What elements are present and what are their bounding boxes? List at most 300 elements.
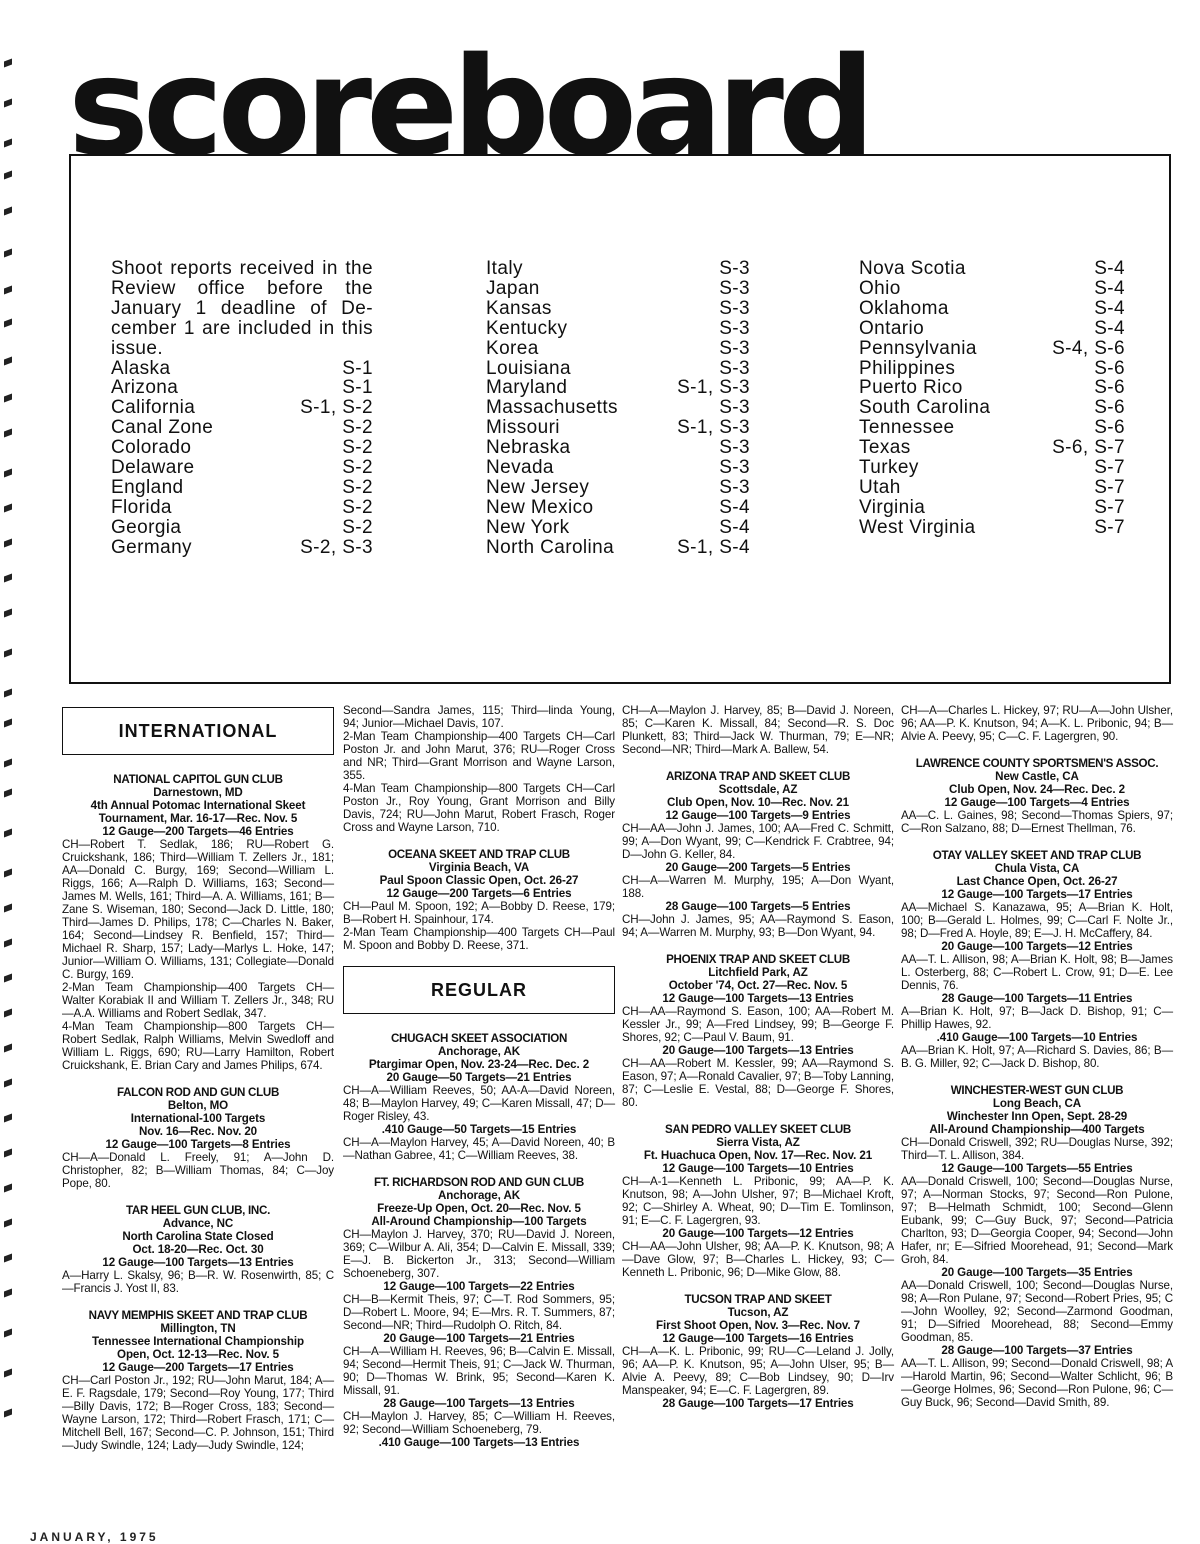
binding-edge-mark bbox=[4, 939, 12, 948]
binding-edge-mark bbox=[4, 1079, 12, 1088]
index-page-ref: S-3 bbox=[719, 437, 750, 459]
index-state-name: Oklahoma bbox=[859, 297, 949, 319]
index-row bbox=[111, 458, 373, 478]
shoot-report bbox=[343, 1032, 615, 1162]
club-name: OTAY VALLEY SKEET AND TRAP CLUB bbox=[932, 849, 1142, 862]
results-paragraph: A—Brian K. Holt, 97; B—Jack D. Bishop, 91; C—Phillip Hawes, 92. bbox=[901, 1005, 1173, 1031]
report-header-line: Oct. 18-20—Rec. Oct. 30 bbox=[132, 1243, 264, 1256]
index-page-ref: S-7 bbox=[1094, 516, 1125, 538]
club-name: FT. RICHARDSON ROD AND GUN CLUB bbox=[374, 1176, 584, 1189]
index-page-ref: S-1, S-3 bbox=[677, 417, 750, 439]
results-paragraph: AA—Michael S. Kanazawa, 95; A—Brian K. Holt, 100; B—Gerald L. Holmes, 99; C—Carl F. Nolte Jr., 98; D—Fred A. Hoyle, 89; E—J. H. McCaffery, 84. bbox=[901, 901, 1173, 940]
index-state-name: Colorado bbox=[111, 437, 192, 459]
index-page-ref: S-7 bbox=[1094, 476, 1125, 498]
index-row bbox=[111, 478, 373, 498]
results-column-4 bbox=[901, 704, 1173, 1423]
results-paragraph: CH—A—William Reeves, 50; AA-A—David Noreen, 48; B—Maylon Harvey, 49; C—Karen Missall, 47; D—Roger Risley, 43. bbox=[343, 1084, 615, 1123]
club-name: ARIZONA TRAP AND SKEET CLUB bbox=[665, 770, 851, 783]
index-row bbox=[111, 438, 373, 458]
event-subheading: 20 Gauge—200 Targets—5 Entries bbox=[665, 861, 851, 874]
index-page-ref: S-3 bbox=[719, 337, 750, 359]
binding-edge-mark bbox=[4, 904, 12, 913]
shoot-report bbox=[62, 1309, 334, 1452]
report-header-line: North Carolina State Closed bbox=[122, 1230, 274, 1243]
index-row bbox=[111, 498, 373, 518]
index-state-name: Turkey bbox=[859, 457, 919, 479]
results-paragraph: Second—Sandra James, 115; Third—linda Young, 94; Junior—Michael Davis, 107. bbox=[343, 704, 615, 730]
binding-edge-mark bbox=[4, 1409, 12, 1418]
results-column-1 bbox=[62, 704, 334, 1466]
binding-edge-mark bbox=[4, 1184, 12, 1193]
report-header-line: 12 Gauge—100 Targets—9 Entries bbox=[665, 809, 851, 822]
report-header-line: Club Open, Nov. 10—Rec. Nov. 21 bbox=[666, 796, 849, 809]
index-state-name: North Carolina bbox=[486, 536, 615, 558]
event-subheading: 28 Gauge—100 Targets—17 Entries bbox=[662, 1397, 854, 1410]
index-page-ref: S-1, S-3 bbox=[677, 377, 750, 399]
index-page-ref: S-6 bbox=[1094, 357, 1125, 379]
report-header-line: Advance, NC bbox=[162, 1217, 234, 1230]
binding-edge-mark bbox=[4, 357, 12, 366]
index-page-ref: S-3 bbox=[719, 357, 750, 379]
index-state-name: Germany bbox=[111, 536, 192, 558]
results-paragraph: AA—T. L. Allison, 98; A—Brian K. Holt, 98; B—James L. Osterberg, 88; C—Robert L. Crow, 91; D—E. Lee Dennis, 76. bbox=[901, 953, 1173, 992]
index-row bbox=[859, 359, 1125, 379]
index-page-ref: S-6 bbox=[1094, 377, 1125, 399]
index-intro-line: January 1 deadline of De- bbox=[111, 297, 373, 319]
index-row bbox=[486, 538, 750, 558]
index-row bbox=[486, 438, 750, 458]
binding-edge-mark bbox=[4, 649, 12, 658]
index-row bbox=[486, 478, 750, 498]
results-paragraph: AA—T. L. Allison, 99; Second—Donald Criswell, 98; A—Harold Martin, 96; Second—Walter Schlicht, 96; B—George Holmes, 96; Second—Ron Pulone, 96; C—Guy Buck, 96; Second—David Smith, 89. bbox=[901, 1357, 1173, 1409]
results-paragraph: AA—Donald Criswell, 100; Second—Douglas Nurse, 98; A—Ron Pulane, 97; Second—Robert Pries, 95; C—John Woolley, 92; Second—Zarmond Goodman, 91; D—Sifried Moorehead, 88; Second—Emmy Goodman, 85. bbox=[901, 1279, 1173, 1344]
club-name: WINCHESTER-WEST GUN CLUB bbox=[950, 1084, 1124, 1097]
results-paragraph: CH—A—Maylon Harvey, 45; A—David Noreen, 40; B—Nathan Gabree, 41; C—William Reeves, 38. bbox=[343, 1136, 615, 1162]
shoot-report bbox=[62, 1204, 334, 1295]
index-page-ref: S-4 bbox=[1094, 277, 1125, 299]
shoot-report bbox=[343, 704, 615, 834]
index-state-name: Virginia bbox=[859, 496, 926, 518]
report-header-line: 12 Gauge—100 Targets—13 Entries bbox=[662, 992, 854, 1005]
binding-edge-mark bbox=[4, 286, 12, 295]
event-subheading: 28 Gauge—100 Targets—11 Entries bbox=[941, 992, 1133, 1005]
shoot-report bbox=[343, 1176, 615, 1449]
shoot-report bbox=[62, 1086, 334, 1190]
index-row bbox=[111, 378, 373, 398]
index-page-ref: S-1 bbox=[342, 357, 373, 379]
binding-edge-mark bbox=[4, 1289, 12, 1298]
index-page-ref: S-3 bbox=[719, 457, 750, 479]
index-page-ref: S-3 bbox=[719, 258, 750, 279]
index-page-ref: S-2, S-3 bbox=[300, 536, 373, 558]
results-column-3 bbox=[622, 704, 894, 1424]
report-header-line: 12 Gauge—200 Targets—46 Entries bbox=[102, 825, 294, 838]
index-page-ref: S-3 bbox=[719, 277, 750, 299]
club-name: SAN PEDRO VALLEY SKEET CLUB bbox=[664, 1123, 851, 1136]
index-page-ref: S-4 bbox=[1094, 258, 1125, 279]
index-page-ref: S-3 bbox=[719, 476, 750, 498]
binding-edge-mark bbox=[4, 869, 12, 878]
index-page-ref: S-7 bbox=[1094, 496, 1125, 518]
index-row bbox=[486, 319, 750, 339]
binding-edge-mark bbox=[4, 207, 12, 216]
results-paragraph: CH—A—Charles L. Hickey, 97; RU—A—John Ulsher, 96; AA—P. K. Knutson, 94; A—K. L. Pribonic, 94; B—Alvie A. Peevy, 95; C—C. F. Lagergren, 90. bbox=[901, 704, 1173, 743]
index-state-name: New York bbox=[486, 516, 570, 538]
index-row bbox=[859, 279, 1125, 299]
club-name: TUCSON TRAP AND SKEET bbox=[684, 1293, 832, 1306]
index-state-name: Puerto Rico bbox=[859, 377, 963, 399]
index-row bbox=[486, 279, 750, 299]
report-header-line: 4th Annual Potomac International Skeet bbox=[90, 799, 306, 812]
binding-edge-mark bbox=[4, 319, 12, 328]
index-page-ref: S-4 bbox=[719, 496, 750, 518]
index-row bbox=[486, 378, 750, 398]
binding-edge-mark bbox=[4, 759, 12, 768]
index-row bbox=[486, 339, 750, 359]
index-row bbox=[859, 478, 1125, 498]
report-header-line: All-Around Championship—100 Targets bbox=[371, 1215, 587, 1228]
index-row bbox=[486, 518, 750, 538]
report-header-line: First Shoot Open, Nov. 3—Rec. Nov. 7 bbox=[655, 1319, 861, 1332]
results-paragraph: CH—AA—John Ulsher, 98; AA—P. K. Knutson, 98; A—Dave Glow, 97; B—Charles L. Hickey, 93; C—Kenneth L. Pribonic, 96; D—Mike Glow, 88. bbox=[622, 1240, 894, 1279]
index-row bbox=[859, 518, 1125, 538]
index-row bbox=[859, 458, 1125, 478]
results-paragraph: CH—AA—Raymond S. Eason, 100; AA—Robert M. Kessler Jr., 99; A—Fred Lindsey, 99; B—George F. Shores, 92; C—Paul V. Baum, 91. bbox=[622, 1005, 894, 1044]
index-row bbox=[859, 259, 1125, 279]
index-state-name: Massachusetts bbox=[486, 397, 618, 419]
club-name: NATIONAL CAPITOL GUN CLUB bbox=[113, 773, 283, 786]
index-page-ref: S-7 bbox=[1094, 457, 1125, 479]
report-header-line: Belton, MO bbox=[167, 1099, 229, 1112]
results-paragraph: CH—Maylon J. Harvey, 370; RU—David J. Noreen, 369; C—Wilbur A. Ali, 354; D—Calvin E. Missall, 339; E—J. B. Bickerton Jr., 313; Second—William Schoeneberg, 307. bbox=[343, 1228, 615, 1280]
report-header-line: Ptargimar Open, Nov. 23-24—Rec. Dec. 2 bbox=[368, 1058, 590, 1071]
index-state-name: Pennsylvania bbox=[859, 337, 977, 359]
binding-edge-mark bbox=[4, 1219, 12, 1228]
index-page-ref: S-6, S-7 bbox=[1052, 437, 1125, 459]
index-state-name: Ohio bbox=[859, 277, 901, 299]
report-header-line: Virginia Beach, VA bbox=[428, 861, 530, 874]
results-paragraph: 2-Man Team Championship—400 Targets CH—Walter Korabiak II and William T. Zellers Jr., 348; RU—A.A. Williams and Robert Sedlak, 347. bbox=[62, 981, 334, 1020]
report-header-line: 12 Gauge—100 Targets—4 Entries bbox=[944, 796, 1130, 809]
index-row bbox=[111, 518, 373, 538]
index-row bbox=[486, 299, 750, 319]
report-header-line: 12 Gauge—100 Targets—17 Entries bbox=[941, 888, 1133, 901]
binding-edge-mark bbox=[4, 139, 12, 148]
report-header-line: International-100 Targets bbox=[130, 1112, 266, 1125]
index-page-ref: S-1, S-2 bbox=[300, 397, 373, 419]
event-subheading: .410 Gauge—100 Targets—13 Entries bbox=[378, 1436, 580, 1449]
event-subheading: .410 Gauge—50 Targets—15 Entries bbox=[381, 1123, 577, 1136]
state-index-box bbox=[69, 154, 1171, 684]
event-subheading: 12 Gauge—100 Targets—55 Entries bbox=[941, 1162, 1133, 1175]
report-header-line: Freeze-Up Open, Oct. 20—Rec. Nov. 5 bbox=[377, 1202, 581, 1215]
index-state-name: Delaware bbox=[111, 457, 195, 479]
index-row bbox=[111, 359, 373, 379]
results-paragraph: AA—C. L. Gaines, 98; Second—Thomas Spiers, 97; C—Ron Salzano, 88; D—Ernest Thellman, 76. bbox=[901, 809, 1173, 835]
shoot-report bbox=[622, 953, 894, 1109]
index-intro bbox=[111, 259, 373, 359]
club-name: OCEANA SKEET AND TRAP CLUB bbox=[388, 848, 570, 861]
binding-edge-mark bbox=[4, 171, 12, 180]
index-page-ref: S-1, S-4 bbox=[677, 536, 750, 558]
index-page-ref: S-4 bbox=[719, 516, 750, 538]
index-state-name: Kentucky bbox=[486, 317, 568, 339]
club-name: FALCON ROD AND GUN CLUB bbox=[116, 1086, 280, 1099]
index-row bbox=[859, 339, 1125, 359]
index-state-name: Alaska bbox=[111, 357, 171, 379]
index-state-name: Canal Zone bbox=[111, 417, 214, 439]
results-paragraph: CH—A—William H. Reeves, 96; B—Calvin E. Missall, 94; Second—Hermit Theis, 91; C—Jack W. Thurman, 90; D—Thomas W. Brink, 95; Second—Karen K. Missall, 91. bbox=[343, 1345, 615, 1397]
index-row bbox=[486, 498, 750, 518]
event-subheading: 20 Gauge—100 Targets—12 Entries bbox=[941, 940, 1133, 953]
report-header-line: Ft. Huachuca Open, Nov. 17—Rec. Nov. 21 bbox=[643, 1149, 873, 1162]
club-name: NAVY MEMPHIS SKEET AND TRAP CLUB bbox=[88, 1309, 308, 1322]
report-header-line: Chula Vista, CA bbox=[994, 862, 1080, 875]
index-state-name: Nebraska bbox=[486, 437, 571, 459]
event-subheading: 20 Gauge—100 Targets—35 Entries bbox=[941, 1266, 1133, 1279]
report-header-line: Tournament, Mar. 16-17—Rec. Nov. 5 bbox=[98, 812, 298, 825]
results-paragraph: 4-Man Team Championship—800 Targets CH—Robert Sedlak, Ralph Williams, Melvin Swedloff and William L. Riggs, 690; RU—Larry Hamilton, Robert Cruickshank, E. Brian Cary and James Philips, 674. bbox=[62, 1020, 334, 1072]
index-state-name: Louisiana bbox=[486, 357, 571, 379]
club-name: TAR HEEL GUN CLUB, INC. bbox=[125, 1204, 271, 1217]
report-header-line: Millington, TN bbox=[160, 1322, 236, 1335]
results-paragraph: 4-Man Team Championship—800 Targets CH—Carl Poston Jr., Roy Young, Grant Morrison and Billy Davis, 724; RU—John Marut, Robert Frasch, Roger Cross and Wayne Larson, 710. bbox=[343, 782, 615, 834]
results-paragraph: 2-Man Team Championship—400 Targets CH—Carl Poston Jr. and John Marut, 376; RU—Roger Cross and NR; Third—Grant Morrison and Wayne Larson, 355. bbox=[343, 730, 615, 782]
results-column-2 bbox=[343, 704, 615, 1463]
event-subheading: 12 Gauge—100 Targets—22 Entries bbox=[383, 1280, 575, 1293]
index-page-ref: S-2 bbox=[342, 457, 373, 479]
binding-edge-mark bbox=[4, 1369, 12, 1378]
index-state-name: Missouri bbox=[486, 417, 560, 439]
results-paragraph: CH—Donald Criswell, 392; RU—Douglas Nurse, 392; Third—T. L. Allison, 384. bbox=[901, 1136, 1173, 1162]
report-header-line: 20 Gauge—50 Targets—21 Entries bbox=[386, 1071, 572, 1084]
index-state-name: Korea bbox=[486, 337, 539, 359]
binding-edge-mark bbox=[4, 609, 12, 618]
results-paragraph: CH—A—Warren M. Murphy, 195; A—Don Wyant, 188. bbox=[622, 874, 894, 900]
index-page-ref: S-2 bbox=[342, 417, 373, 439]
report-header-line: New Castle, CA bbox=[995, 770, 1079, 783]
shoot-report bbox=[622, 1293, 894, 1410]
results-paragraph: CH—A—Donald L. Freely, 91; A—John D. Christopher, 82; B—William Thomas, 84; C—Joy Pope, 80. bbox=[62, 1151, 334, 1190]
index-page-ref: S-2 bbox=[342, 516, 373, 538]
index-row bbox=[859, 398, 1125, 418]
binding-edge-mark bbox=[4, 574, 12, 583]
index-row bbox=[486, 259, 750, 279]
report-header-line: 12 Gauge—100 Targets—13 Entries bbox=[102, 1256, 294, 1269]
index-row bbox=[859, 418, 1125, 438]
club-name: CHUGACH SKEET ASSOCIATION bbox=[390, 1032, 568, 1045]
index-row bbox=[859, 299, 1125, 319]
index-state-name: Nevada bbox=[486, 457, 554, 479]
report-header-line: 12 Gauge—200 Targets—17 Entries bbox=[102, 1361, 294, 1374]
report-header-line: 12 Gauge—100 Targets—16 Entries bbox=[662, 1332, 854, 1345]
results-paragraph: CH—John J. James, 95; AA—Raymond S. Eason, 94; A—Warren M. Murphy, 93; B—Don Wyant, 94. bbox=[622, 913, 894, 939]
report-header-line: Anchorage, AK bbox=[437, 1045, 520, 1058]
index-page-ref: S-4, S-6 bbox=[1052, 337, 1125, 359]
index-page-ref: S-4 bbox=[1094, 317, 1125, 339]
index-page-ref: S-3 bbox=[719, 397, 750, 419]
report-header-line: October '74, Oct. 27—Rec. Nov. 5 bbox=[668, 979, 848, 992]
club-name: PHOENIX TRAP AND SKEET CLUB bbox=[666, 953, 850, 966]
report-header-line: 12 Gauge—100 Targets—10 Entries bbox=[662, 1162, 854, 1175]
binding-edge-mark bbox=[4, 1009, 12, 1018]
results-paragraph: CH—Carl Poston Jr., 192; RU—John Marut, 184; A—E. F. Ragsdale, 179; Second—Roy Young, 177; Third—Billy Davis, 172; B—Roger Cross, 183; Second—Wayne Larson, 172; Third—Robert Frasch, 171; C—Mitchell Bell, 167; Second—C. P. Johnson, 151; Third—Judy Swindle, 124; Lady—Judy Swindle, 124; bbox=[62, 1374, 334, 1452]
binding-edge-mark bbox=[4, 59, 12, 68]
results-paragraph: CH—Robert T. Sedlak, 186; RU—Robert G. Cruickshank, 186; Third—William T. Zellers Jr., 181; AA—Donald C. Burgy, 169; Second—William L. Riggs, 166; A—Ralph D. Williams, 163; Second—James M. Wells, 161; Third—A. A. Williams, 161; B—Zane S. Wiseman, 180; Second—Jack D. Little, 180; Third—James D. Philips, 178; C—Charles N. Baker, 164; Second—Lindsey R. Benfield, 157; Third—Michael R. Sharp, 157; Lady—Marlys L. Hoke, 147; Junior—William O. Williams, 131; Collegiate—Donald C. Burgy, 169. bbox=[62, 838, 334, 981]
index-row bbox=[486, 359, 750, 379]
event-subheading: 20 Gauge—100 Targets—21 Entries bbox=[383, 1332, 575, 1345]
index-page-ref: S-6 bbox=[1094, 417, 1125, 439]
index-state-name: Philippines bbox=[859, 357, 956, 379]
report-header-line: Nov. 16—Rec. Nov. 20 bbox=[138, 1125, 258, 1138]
index-row bbox=[111, 418, 373, 438]
index-page-ref: S-3 bbox=[719, 317, 750, 339]
binding-edge-mark bbox=[4, 974, 12, 983]
report-header-line: Club Open, Nov. 24—Rec. Dec. 2 bbox=[949, 783, 1125, 796]
report-header-line: Tennessee International Championship bbox=[92, 1335, 304, 1348]
index-state-name: New Mexico bbox=[486, 496, 594, 518]
page-footer: JANUARY, 1975 bbox=[30, 1530, 159, 1544]
index-row bbox=[486, 398, 750, 418]
shoot-report bbox=[62, 773, 334, 1072]
binding-edge-mark bbox=[4, 539, 12, 548]
index-state-name: South Carolina bbox=[859, 397, 991, 419]
binding-edge-mark bbox=[4, 249, 12, 258]
binding-edge-mark bbox=[4, 1114, 12, 1123]
shoot-report bbox=[901, 757, 1173, 835]
index-state-name: Italy bbox=[486, 258, 523, 279]
shoot-report bbox=[622, 770, 894, 939]
index-state-name: Florida bbox=[111, 496, 172, 518]
index-row bbox=[859, 438, 1125, 458]
event-subheading: 28 Gauge—100 Targets—13 Entries bbox=[383, 1397, 575, 1410]
binding-edge-mark bbox=[4, 504, 12, 513]
event-subheading: 28 Gauge—100 Targets—5 Entries bbox=[665, 900, 851, 913]
section-heading: REGULAR bbox=[343, 966, 615, 1014]
binding-edge-mark bbox=[4, 1149, 12, 1158]
report-header-line: Tucson, AZ bbox=[727, 1306, 789, 1319]
results-paragraph: CH—A—Maylon J. Harvey, 85; B—David J. Noreen, 85; C—Karen K. Missall, 84; Second—R. S. Doc Plunkett, 83; Third—Jack W. Thurman, 79; E—NR; Second—NR; Third—Mark A. Ballew, 54. bbox=[622, 704, 894, 756]
results-paragraph: AA—Brian K. Holt, 97; A—Richard S. Davies, 86; B—B. G. Miller, 92; C—Jack D. Bishop, 80. bbox=[901, 1044, 1173, 1070]
report-header-line: Darnestown, MD bbox=[153, 786, 243, 799]
section-heading: INTERNATIONAL bbox=[62, 707, 334, 755]
index-column-3 bbox=[859, 259, 1125, 538]
index-state-name: Kansas bbox=[486, 297, 552, 319]
results-paragraph: A—Harry L. Skalsy, 96; B—R. W. Rosenwirth, 85; C—Francis J. Yost II, 83. bbox=[62, 1269, 334, 1295]
index-row bbox=[859, 319, 1125, 339]
index-intro-line: issue. bbox=[111, 337, 164, 359]
binding-edge-mark bbox=[4, 1329, 12, 1338]
results-paragraph: CH—Paul M. Spoon, 192; A—Bobby D. Reese, 179; B—Robert H. Spainhour, 174. bbox=[343, 900, 615, 926]
results-paragraph: CH—AA—Robert M. Kessler, 99; AA—Raymond S. Eason, 97; A—Ronald Cavalier, 97; B—Toby Lanning, 87; C—Leslie E. Vestal, 88; D—George F. Shores, 80. bbox=[622, 1057, 894, 1109]
report-header-line: 12 Gauge—200 Targets—6 Entries bbox=[386, 887, 572, 900]
index-row bbox=[486, 418, 750, 438]
event-subheading: 28 Gauge—100 Targets—37 Entries bbox=[941, 1344, 1133, 1357]
report-header-line: Anchorage, AK bbox=[437, 1189, 520, 1202]
index-intro-line: cember 1 are included in this bbox=[111, 317, 373, 339]
report-header-line: Last Chance Open, Oct. 26-27 bbox=[956, 875, 1118, 888]
binding-edge-mark bbox=[4, 394, 12, 403]
index-intro-line: Review office before the bbox=[111, 277, 373, 299]
report-header-line: Paul Spoon Classic Open, Oct. 26-27 bbox=[379, 874, 579, 887]
index-page-ref: S-4 bbox=[1094, 297, 1125, 319]
page-title: scoreboard bbox=[68, 29, 870, 187]
event-subheading: .410 Gauge—100 Targets—10 Entries bbox=[936, 1031, 1138, 1044]
index-state-name: England bbox=[111, 476, 184, 498]
index-state-name: Tennessee bbox=[859, 417, 955, 439]
results-paragraph: CH—B—Kermit Theis, 97; C—T. Rod Sommers, 95; D—Robert L. Moore, 94; E—Mrs. R. T. Summers, 87; Second—NR; Third—Rudolph O. Ritch, 84. bbox=[343, 1293, 615, 1332]
index-page-ref: S-3 bbox=[719, 297, 750, 319]
index-state-name: New Jersey bbox=[486, 476, 590, 498]
results-paragraph: AA—Donald Criswell, 100; Second—Douglas Nurse, 97; A—Norman Stocks, 97; Second—Ron Pulone, 97; B—Helmath Schmidt, 100; Second—Glenn Eubank, 99; C—Guy Buck, 97; Second—Patricia Charlton, 93; D—Georgia Cooper, 94; Second—John Hafer, nr; E—Sifried Moorehead, 91; Second—Mark Groh, 84. bbox=[901, 1175, 1173, 1266]
binding-edge-mark bbox=[4, 1044, 12, 1053]
index-page-ref: S-2 bbox=[342, 496, 373, 518]
binding-edge-mark bbox=[4, 1254, 12, 1263]
binding-edge-mark bbox=[4, 99, 12, 108]
binding-edge-mark bbox=[4, 689, 12, 698]
index-row bbox=[111, 398, 373, 418]
shoot-report bbox=[901, 849, 1173, 1070]
index-state-name: Utah bbox=[859, 476, 901, 498]
index-state-name: Japan bbox=[486, 277, 540, 299]
event-subheading: 20 Gauge—100 Targets—13 Entries bbox=[662, 1044, 854, 1057]
index-page-ref: S-1 bbox=[342, 377, 373, 399]
club-name: LAWRENCE COUNTY SPORTSMEN'S ASSOC. bbox=[915, 757, 1159, 770]
index-state-name: Maryland bbox=[486, 377, 568, 399]
results-paragraph: CH—A-1—Kenneth L. Pribonic, 99; AA—P. K. Knutson, 98; A—John Ulsher, 97; B—Michael Kroft, 92; C—Shirley A. Wheat, 90; D—Tim E. Tomlinson, 91; E—C. F. Lagergren, 93. bbox=[622, 1175, 894, 1227]
report-header-line: All-Around Championship—400 Targets bbox=[929, 1123, 1145, 1136]
report-header-line: Winchester Inn Open, Sept. 28-29 bbox=[946, 1110, 1128, 1123]
results-paragraph: CH—Maylon J. Harvey, 85; C—William H. Reeves, 92; Second—William Schoeneberg, 79. bbox=[343, 1410, 615, 1436]
shoot-report bbox=[622, 1123, 894, 1279]
report-header-line: Open, Oct. 12-13—Rec. Nov. 5 bbox=[117, 1348, 279, 1361]
index-intro-line: Shoot reports received in the bbox=[111, 258, 373, 279]
index-column-1 bbox=[111, 259, 373, 558]
report-header-line: Litchfield Park, AZ bbox=[708, 966, 808, 979]
report-header-line: Long Beach, CA bbox=[992, 1097, 1082, 1110]
index-page-ref: S-2 bbox=[342, 437, 373, 459]
index-state-name: West Virginia bbox=[859, 516, 976, 538]
results-paragraph: CH—A—K. L. Pribonic, 99; RU—C—Leland J. Jolly, 96; AA—P. K. Knutson, 95; A—John Ulser, 95; B—Alvie A. Peevy, 89; C—Bob Lindsey, 90; D—Irv Manspeaker, 94; E—C. F. Lagergren, 89. bbox=[622, 1345, 894, 1397]
index-row bbox=[859, 498, 1125, 518]
binding-edge-mark bbox=[4, 469, 12, 478]
shoot-report bbox=[901, 1084, 1173, 1409]
results-paragraph: CH—AA—John J. James, 100; AA—Fred C. Schmitt, 99; A—Don Wyant, 99; C—Kendrick F. Crabtree, 94; D—John G. Keller, 84. bbox=[622, 822, 894, 861]
index-page-ref: S-2 bbox=[342, 476, 373, 498]
index-state-name: Georgia bbox=[111, 516, 182, 538]
report-header-line: Sierra Vista, AZ bbox=[716, 1136, 800, 1149]
event-subheading: 20 Gauge—100 Targets—12 Entries bbox=[662, 1227, 854, 1240]
report-header-line: 12 Gauge—100 Targets—8 Entries bbox=[105, 1138, 291, 1151]
report-header-line: Scottsdale, AZ bbox=[718, 783, 798, 796]
index-state-name: California bbox=[111, 397, 196, 419]
index-state-name: Texas bbox=[859, 437, 911, 459]
shoot-report bbox=[901, 704, 1173, 743]
binding-edge-mark bbox=[4, 789, 12, 798]
index-row bbox=[111, 538, 373, 558]
index-state-name: Ontario bbox=[859, 317, 925, 339]
index-state-name: Arizona bbox=[111, 377, 179, 399]
binding-edge-mark bbox=[4, 429, 12, 438]
index-row bbox=[859, 378, 1125, 398]
index-state-name: Nova Scotia bbox=[859, 258, 966, 279]
binding-edge-mark bbox=[4, 719, 12, 728]
shoot-report bbox=[343, 848, 615, 952]
index-row bbox=[486, 458, 750, 478]
index-column-2 bbox=[486, 259, 750, 558]
binding-edge-mark bbox=[4, 829, 12, 838]
index-page-ref: S-6 bbox=[1094, 397, 1125, 419]
